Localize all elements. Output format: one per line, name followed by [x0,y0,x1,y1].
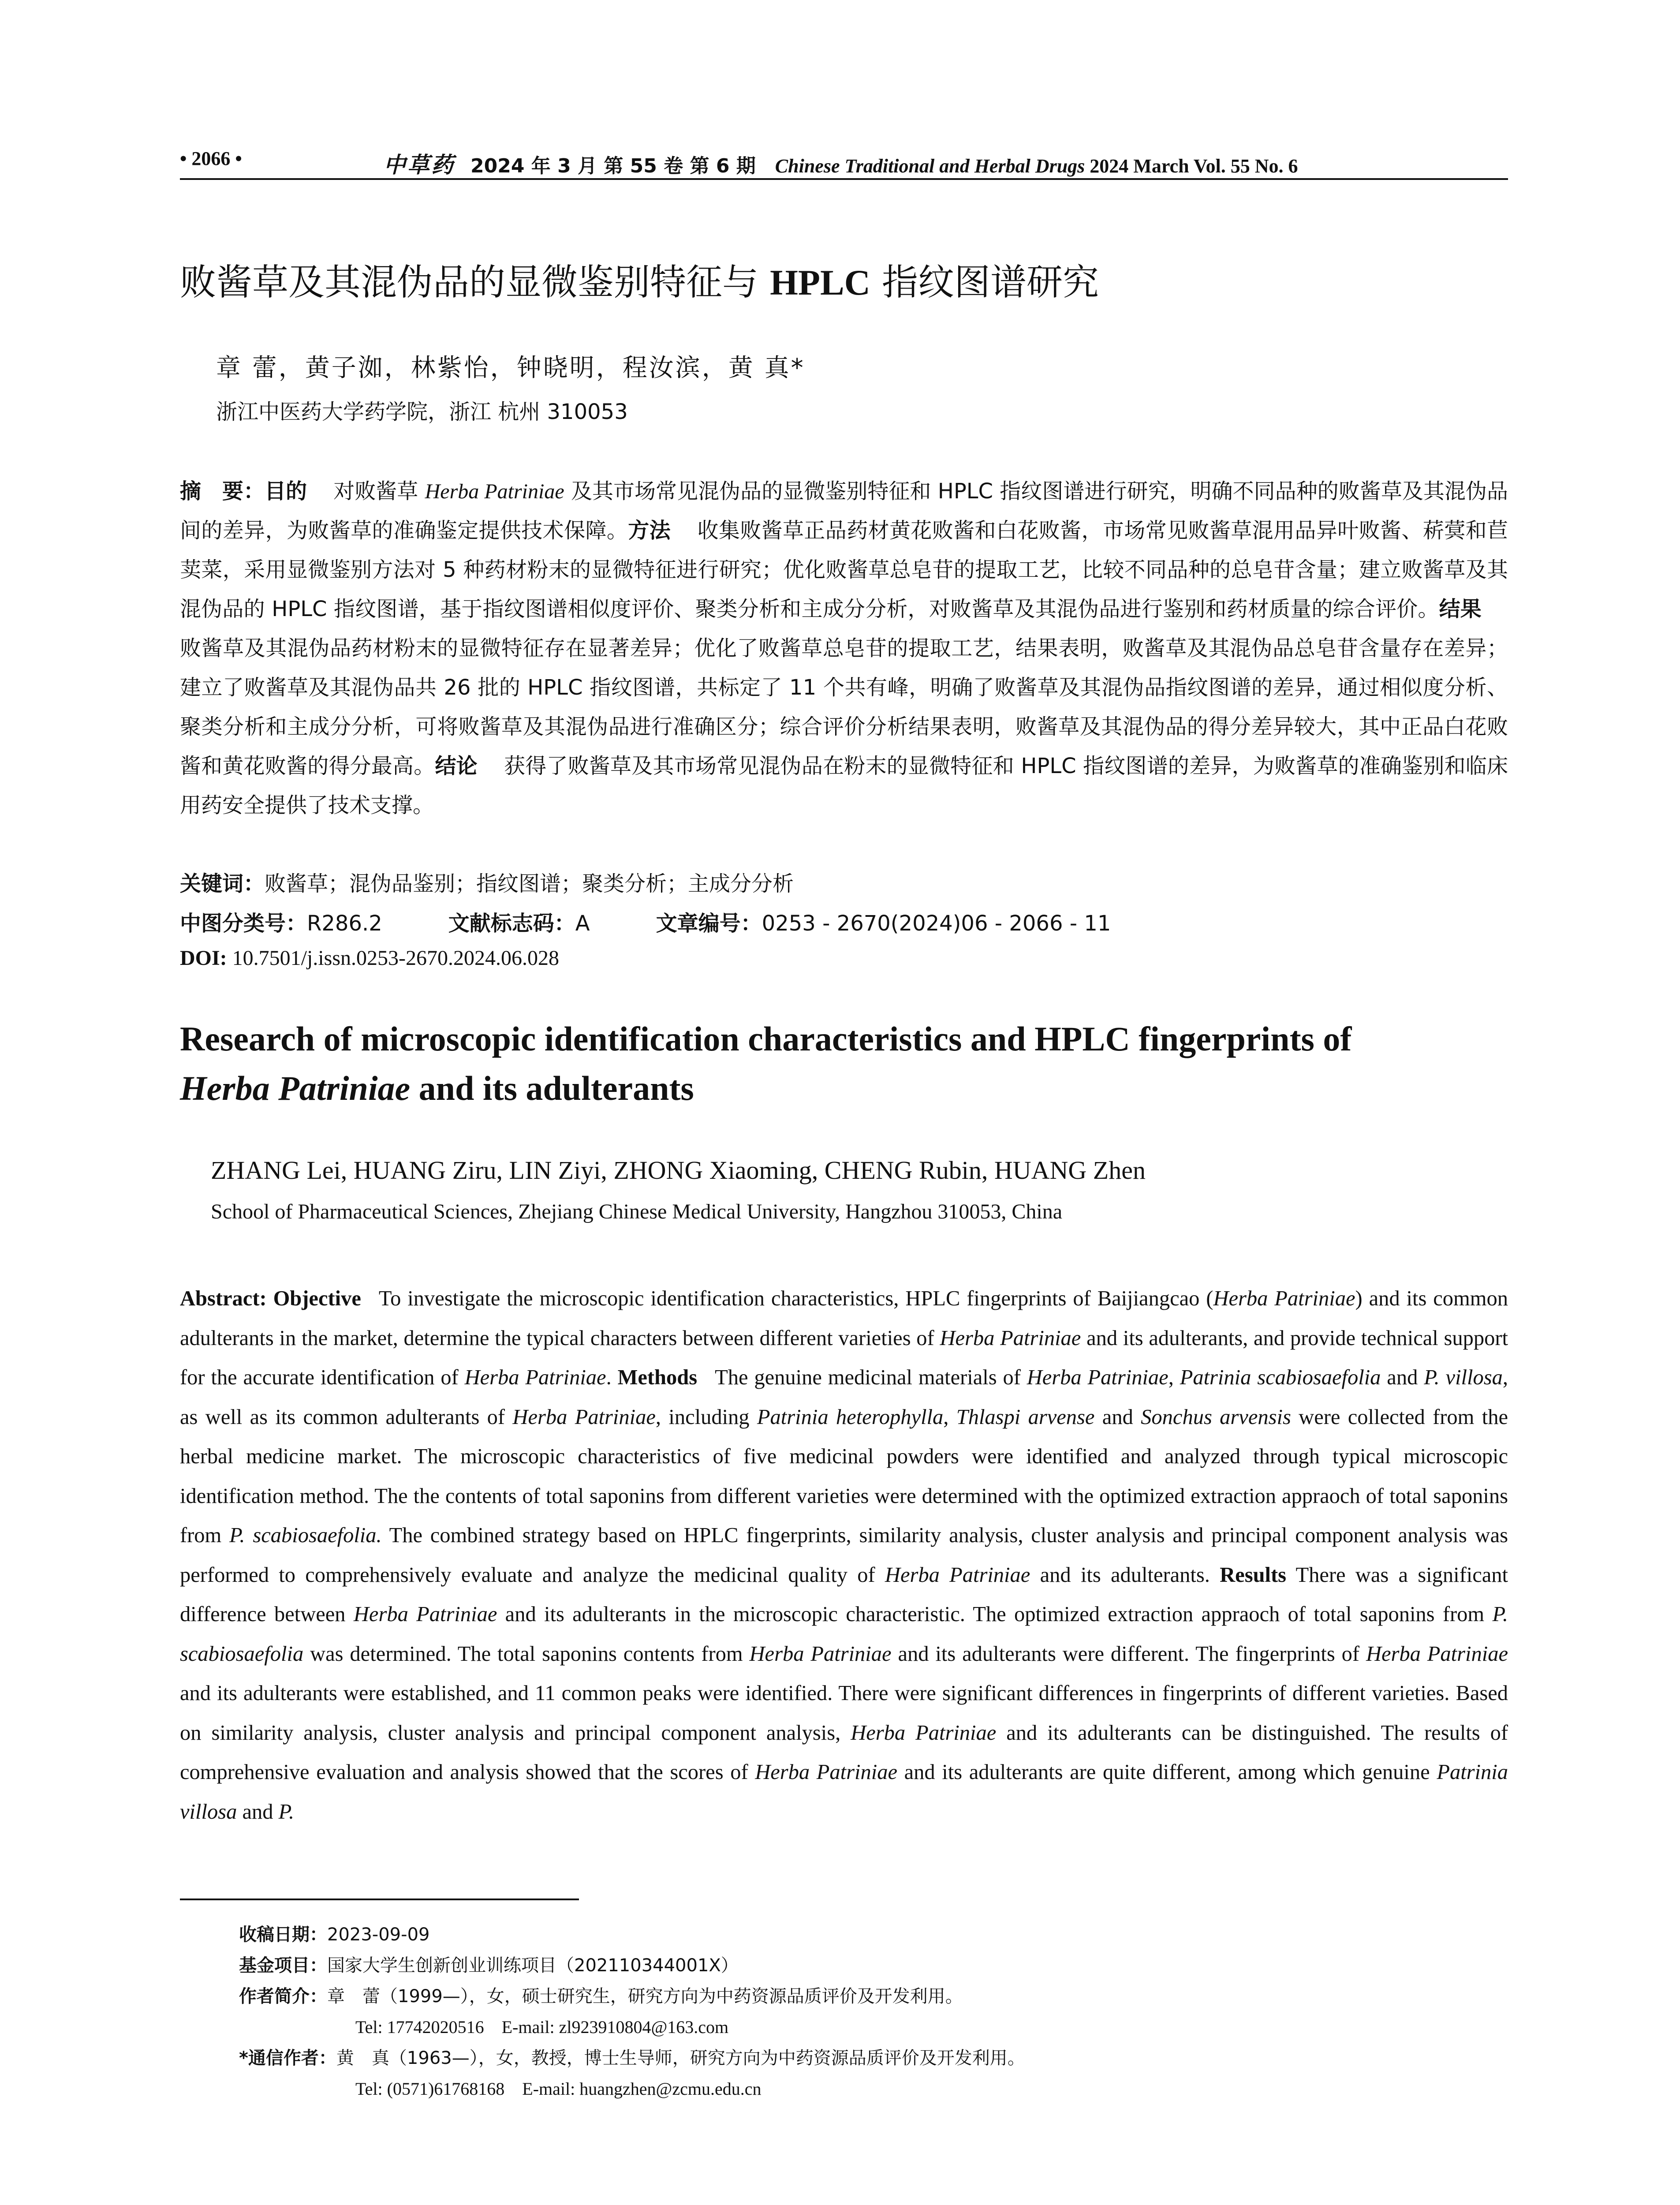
abstract-en-text: To investigate the microscopic identification characteristics, HPLC fingerprints of Baijiangcao ( [378,1287,1213,1310]
latin-name: P. villosa [1424,1366,1503,1389]
footnote-received [239,1921,429,1946]
abstract-cn-text: 及其市场常见混伪品的显微鉴别特征和 HPLC 指纹图谱进行研究，明确不同品种的败酱草及其混伪品间的差异，为败酱草的准确鉴定提供技术保障。 [180,479,1508,543]
clc-label: 中图分类号： [180,911,307,936]
abstract-en-text: , including [655,1405,757,1429]
abstract-en-text: and its adulterants can be distinguished. The results of comprehensive evaluation and analysis showed that the scores of [180,1721,1508,1784]
abstract-en-text: , as well as its common adulterants of [180,1366,1508,1429]
latin-name: P. scabiosaefolia. [229,1524,382,1547]
title-cn-hplc: HPLC [770,262,870,303]
abstract-en-text: and its adulterants are quite different, among which genuine [897,1760,1437,1784]
bio-label: 作者简介： [239,1986,327,2007]
latin-name: P. scabiosaefolia [180,1603,1508,1666]
abstract-cn-label: 摘 要： [180,479,265,504]
issue-cn: 2024 年 3 月 第 55 卷 第 6 期 [470,155,756,177]
latin-name: Herba Patriniae [464,1366,606,1389]
methods-label-cn: 方法 [628,518,671,543]
latin-name: Herba Patriniae [1213,1287,1355,1310]
abstract-en [180,1279,1508,1831]
abstract-en-text: The combined strategy based on HPLC fingerprints, similarity analysis, cluster analysis and principal component analysis was performed to comprehensively evaluate and analyze the medicinal quality of [180,1524,1508,1587]
title-cn-part2: 指纹图谱研究 [881,262,1099,303]
methods-label-en: Methods [617,1366,698,1389]
abstract-en-text: and [237,1800,279,1824]
affiliation-cn: 浙江中医药大学药学院，浙江 杭州 310053 [216,400,628,424]
footnote-corresponding-contact: Tel: (0571)61768168 E-mail: huangzhen@zcmu.edu.cn [355,2079,762,2099]
latin-name: Patrinia heterophylla [757,1405,944,1429]
keywords-text: 败酱草；混伪品鉴别；指纹图谱；聚类分析；主成分分析 [265,871,794,896]
keywords-label: 关键词： [180,871,265,896]
abstract-en-text: and its adulterants were established, and 11 common peaks were identified. There were significant differences in fingerprints of different varieties. Based on similarity analysis, cluster analysis and principal component analysis, [180,1682,1508,1745]
clc-value: R286.2 [307,911,382,936]
bio-text: 章 蕾（1999—），女，硕士研究生，研究方向为中药资源品质评价及开发利用。 [327,1986,963,2007]
abstract-en-text: were collected from the herbal medicine market. The microscopic characteristics of five medicinal powders were identified and analyzed through typical microscopic identification method. The the contents of total saponins from different varieties were determined with the optimized extraction appraoch of total saponins from [180,1405,1508,1547]
fund-label: 基金项目： [239,1955,327,1976]
abstract-en-label: Abstract: [180,1287,267,1310]
abstract-en-text: There was a significant difference between [180,1563,1508,1626]
doi-label: DOI: [180,946,227,970]
latin-name: P. [278,1800,295,1824]
latin-name: Herba Patriniae [755,1760,897,1784]
title-en [180,1014,1508,1113]
journal-name-en: Chinese Traditional and Herbal Drugs [775,155,1085,177]
results-label-cn: 结果 [1439,597,1482,621]
latin-name: Herba Patriniae [512,1405,656,1429]
abstract-cn-results: 败酱草及其混伪品药材粉末的显微特征存在显著差异；优化了败酱草总皂苷的提取工艺，结果表明，败酱草及其混伪品总皂苷含量存在差异；建立了败酱草及其混伪品共 26 批的 HPLC 指纹图谱，共标定了 11 个共有峰，明确了败酱草及其混伪品指纹图谱的差异，通过相似度分析、聚类分析和主成分分析，可将败酱草及其混伪品进行准确区分；综合评价分析结果表明，败酱草及其混伪品的得分差异较大，其中正品白花败酱和黄花败酱的得分最高。 [180,636,1508,778]
corr-text: 黄 真（1963—），女，教授，博士生导师，研究方向为中药资源品质评价及开发利用。 [336,2048,1025,2068]
abstract-en-text: and its adulterants in the microscopic characteristic. The optimized extraction appraoch of total saponins from [497,1603,1493,1626]
latin-name: Herba Patriniae [940,1326,1081,1350]
latin-name: Thlaspi arvense [956,1405,1095,1429]
authors-en: ZHANG Lei, HUANG Ziru, LIN Ziyi, ZHONG Xiaoming, CHENG Rubin, HUANG Zhen [211,1156,1146,1185]
title-en-latin: Herba Patriniae [180,1069,411,1107]
abstract-en-text: ) and its common adulterants in the market, determine the typical characters between different varieties of [180,1287,1508,1350]
latin-name: Herba Patriniae [851,1721,997,1745]
latin-name: Herba Patriniae [425,480,564,503]
keywords-cn [180,867,1508,897]
classification-line [180,906,1508,937]
article-number-value: 0253 - 2670(2024)06 - 2066 - 11 [762,911,1111,936]
abstract-en-text: and [1094,1405,1141,1429]
results-label-en: Results [1220,1563,1287,1587]
abstract-en-text: and its adulterants. [1030,1563,1220,1587]
doi-value[interactable]: 10.7501/j.issn.0253-2670.2024.06.028 [232,946,560,970]
latin-name: Patrinia villosa [180,1760,1508,1824]
latin-name: Herba Patriniae [353,1603,497,1626]
abstract-cn-text: 对败酱草 [333,479,418,504]
footnote-rule [180,1899,579,1900]
received-date: 2023-09-09 [327,1925,430,1945]
doc-code-label: 文献标志码： [448,911,575,936]
title-en-part2: and its adulterants [418,1069,694,1107]
authors-cn: 章 蕾，黄子洳，林紫怡，钟晓明，程汝滨，黄 真* [216,354,805,382]
latin-name: Patrinia scabiosaefolia [1180,1366,1381,1389]
abstract-cn-methods: 收集败酱草正品药材黄花败酱和白花败酱，市场常见败酱草混用品异叶败酱、菥蓂和苣荬菜，采用显微鉴别方法对 5 种药材粉末的显微特征进行研究；优化败酱草总皂苷的提取工艺，比较不同品种的总皂苷含量；建立败酱草及其混伪品的 HPLC 指纹图谱，基于指纹图谱相似度评价、聚类分析和主成分分析，对败酱草及其混伪品进行鉴别和药材质量的综合评价。 [180,518,1508,621]
fund-text: 国家大学生创新创业训练项目（202110344001X） [327,1955,739,1976]
footnote-author-contact: Tel: 17742020516 E-mail: zl923910804@163.com [355,2017,729,2037]
abstract-en-text: and its adulterants were different. The fingerprints of [891,1642,1366,1666]
abstract-en-text: The genuine medicinal materials of [715,1366,1027,1389]
objective-label-cn: 目的 [265,479,307,504]
article-number-label: 文章编号： [656,911,762,936]
journal-info [384,147,1298,179]
abstract-cn [180,472,1508,825]
affiliation-en: School of Pharmaceutical Sciences, Zhejiang Chinese Medical University, Hangzhou 310053, China [211,1200,1063,1223]
header-rule [180,178,1508,180]
corr-label: *通信作者： [239,2048,336,2068]
abstract-en-text: and [1381,1366,1424,1389]
conclusion-label-cn: 结论 [435,754,478,778]
title-en-part1: Research of microscopic identification characteristics and HPLC fingerprints of [180,1020,1352,1058]
journal-logo: 中草药 [384,152,455,178]
abstract-cn-conclusion: 获得了败酱草及其市场常见混伪品在粉末的显微特征和 HPLC 指纹图谱的差异，为败酱草的准确鉴别和临床用药安全提供了技术支撑。 [180,754,1508,818]
doc-code-value: A [575,911,590,936]
footnote-author-bio [239,1982,963,2007]
abstract-en-text: . [606,1366,618,1389]
received-label: 收稿日期： [239,1925,327,1945]
page-number: • 2066 • [180,148,242,169]
abstract-en-text: was determined. The total saponins contents from [303,1642,750,1666]
abstract-en-text: , [943,1405,956,1429]
abstract-en-text: and its adulterants, and provide technical support for the accurate identification of [180,1326,1508,1389]
title-cn [180,254,1508,305]
latin-name: Herba Patriniae [1366,1642,1508,1666]
latin-name: Herba Patriniae [1027,1366,1169,1389]
title-cn-part1: 败酱草及其混伪品的显微鉴别特征与 [180,262,759,303]
footnote-corresponding [239,2044,1025,2069]
footnote-fund [239,1951,739,1977]
issue-en: 2024 March Vol. 55 No. 6 [1090,155,1298,177]
objective-label-en: Objective [273,1287,361,1310]
running-header [180,146,1508,176]
latin-name: Herba Patriniae [885,1563,1030,1587]
latin-name: Sonchus arvensis [1141,1405,1291,1429]
latin-name: Herba Patriniae [749,1642,892,1666]
doi-line [180,946,1508,970]
abstract-en-text: , [1168,1366,1180,1389]
